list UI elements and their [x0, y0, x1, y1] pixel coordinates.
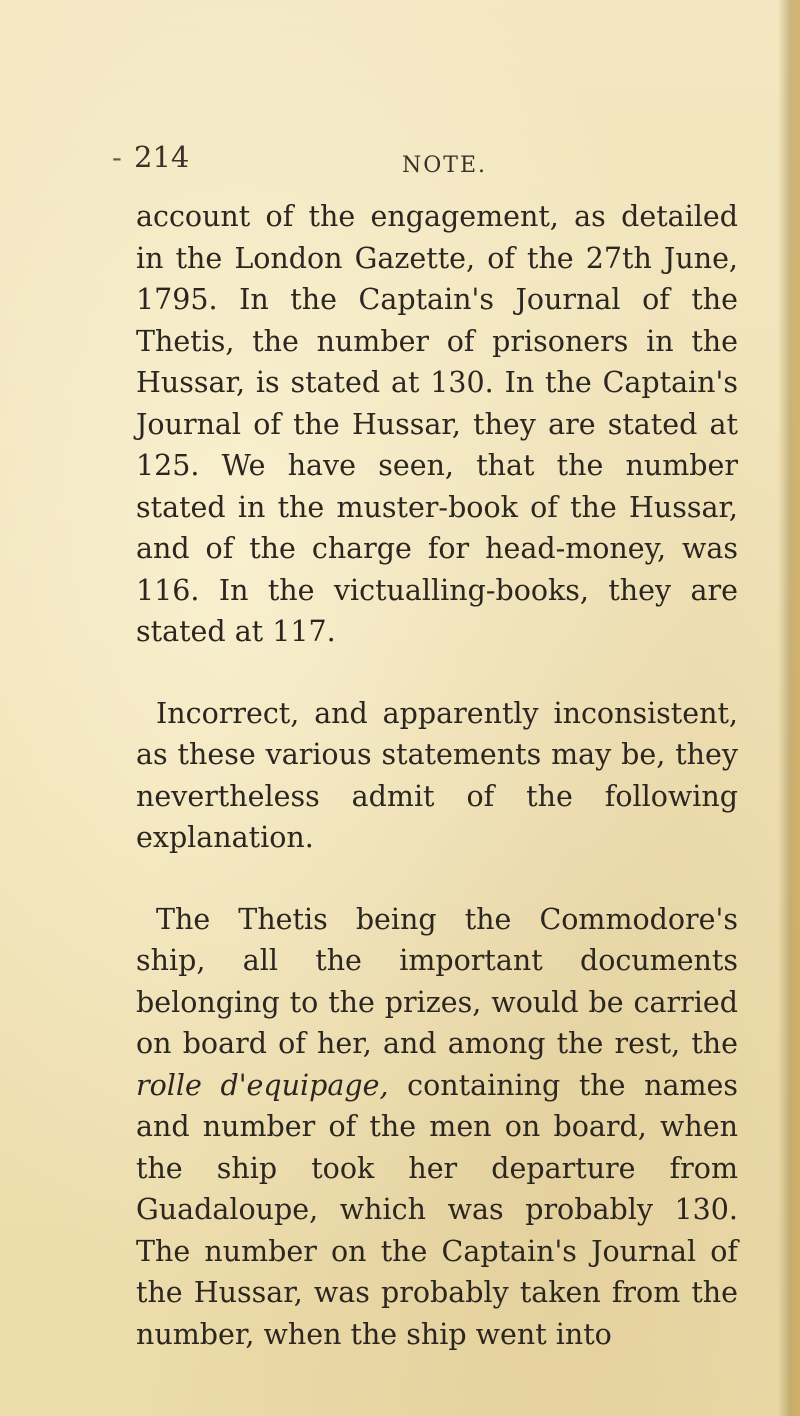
italic-phrase: rolle d'equipage, — [136, 1068, 389, 1102]
paragraph-2: Incorrect, and apparently inconsistent, as these various statements may be, they nevertheless admit of the following explanation. — [136, 696, 738, 854]
body-text — [136, 196, 738, 1355]
paragraph-1: account of the engagement, as detailed in the London Gazette, of the 27th June, 1795. In the Captain's Journal of the Thetis, the number of prisoners in the Hussar, is stated at 130. In the Captain's Journal of the Hussar, they are stated at 125. We have seen, that the number stated in the muster-book of the Hussar, and of the charge for head-money, was 116. In the victualling-books, they are stated at 117. — [136, 200, 738, 648]
paragraph-3-text-end: containing the names and number of the men on board, when the ship took her departure from Guadaloupe, which was probably 130. The number on the Captain's Journal of the Hussar, was probably taken from the number, when the ship went into — [136, 1068, 738, 1351]
page-number: - 214 — [134, 140, 189, 174]
page-edge-shadow — [778, 0, 800, 1416]
running-head: NOTE. — [402, 153, 488, 178]
paragraph-3 — [136, 899, 738, 1356]
paragraph-3-text-start: The Thetis being the Commodore's ship, all the important documents belonging to the prizes, would be carried on board of her, and among the rest, the — [136, 902, 738, 1060]
